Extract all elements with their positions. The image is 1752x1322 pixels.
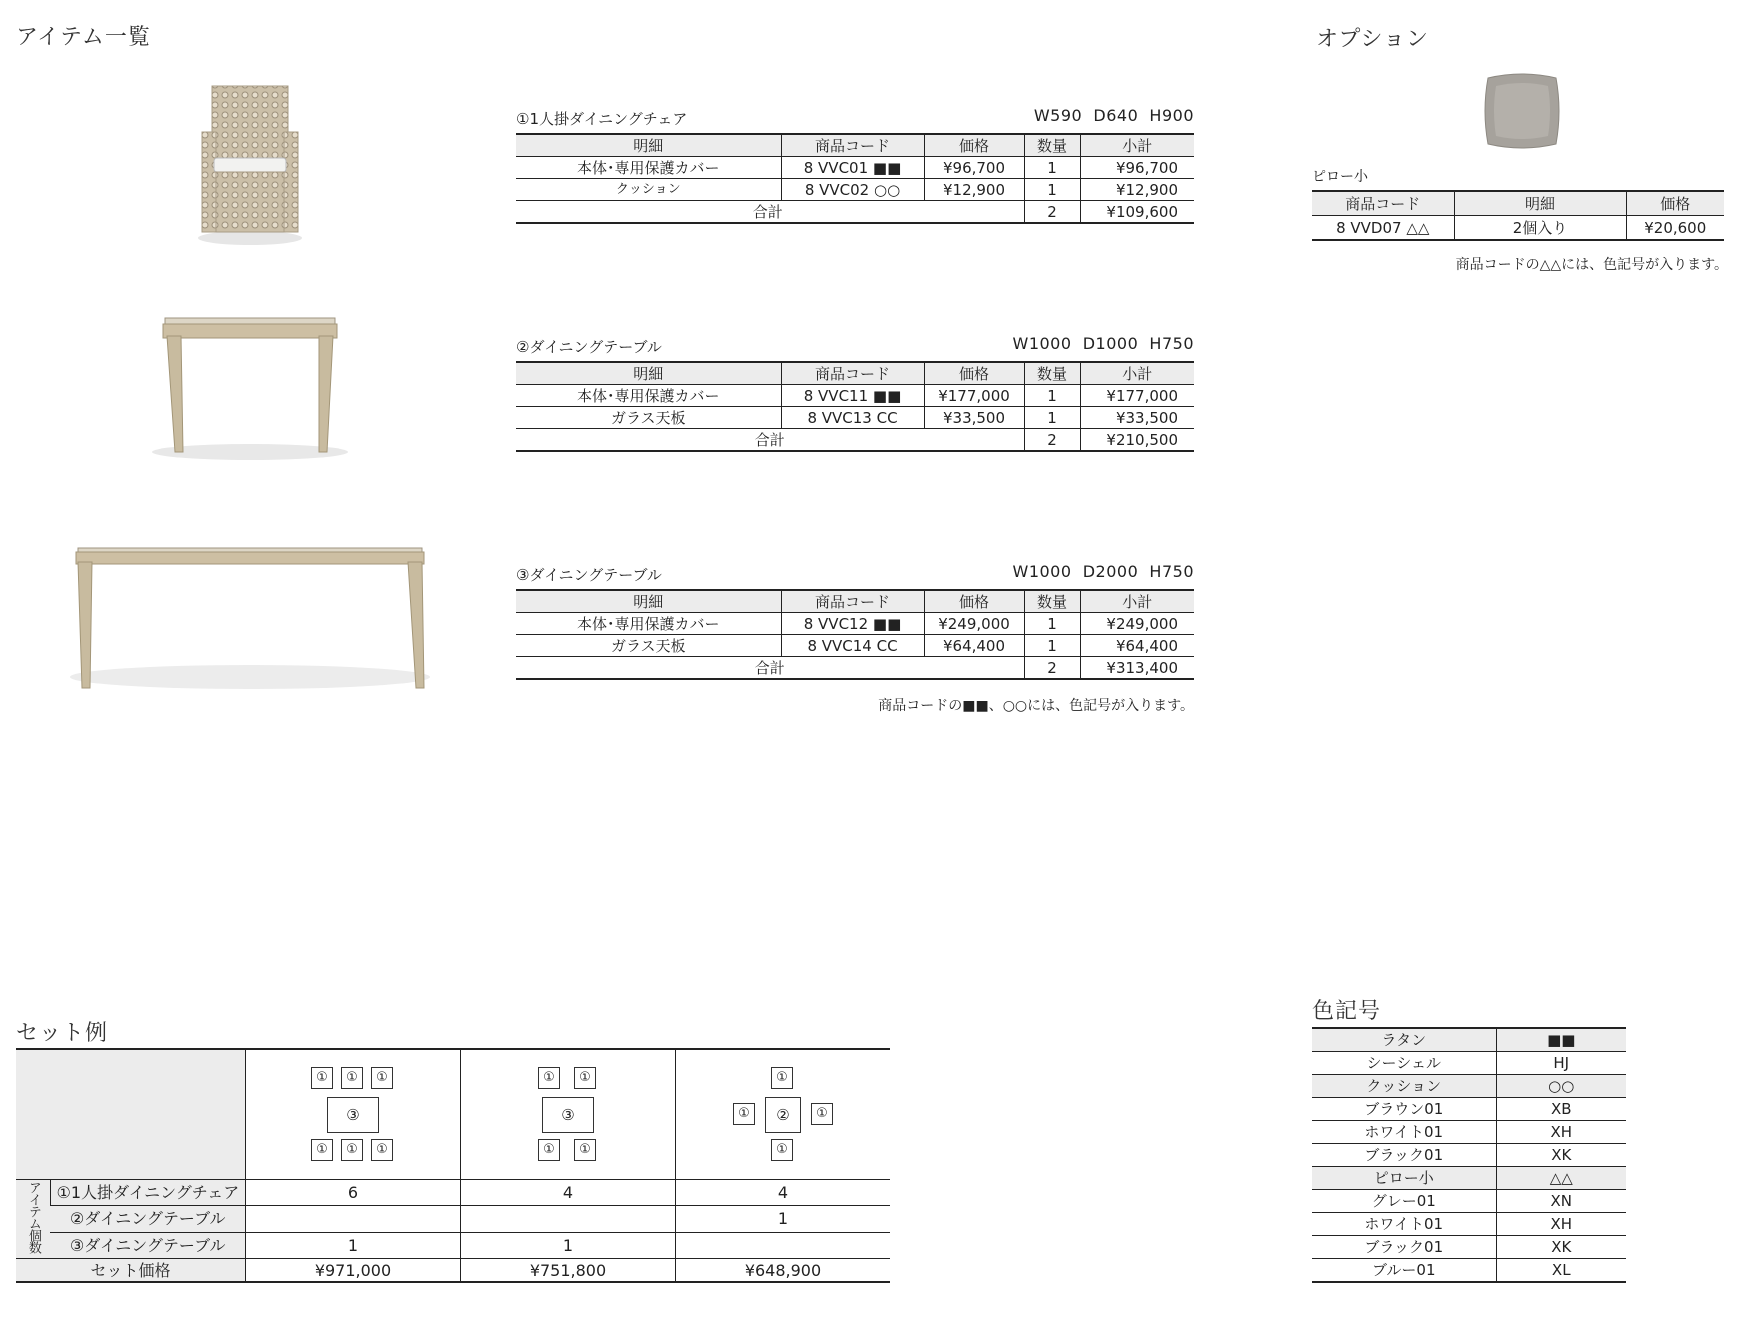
header-code: 商品コード <box>781 362 924 385</box>
header-price: 価格 <box>1626 191 1724 216</box>
cell-code: 8 VVC12 ■■ <box>781 613 924 635</box>
cell-detail: ガラス天板 <box>516 407 781 429</box>
color-name: ブラック01 <box>1312 1144 1496 1167</box>
cell-code: 8 VVC01 ■■ <box>781 157 924 179</box>
chair-mark: ① <box>311 1067 333 1089</box>
total-qty: 2 <box>1024 429 1080 452</box>
total-row <box>516 429 1194 452</box>
cell-qty: 1 <box>1024 407 1080 429</box>
table-row <box>516 635 1194 657</box>
color-code: XN <box>1496 1190 1626 1213</box>
color-row <box>1312 1190 1626 1213</box>
set-cell: 1 <box>675 1206 890 1232</box>
total-qty: 2 <box>1024 657 1080 680</box>
header-subtotal: 小計 <box>1080 134 1194 157</box>
total-label: 合計 <box>516 657 1024 680</box>
option-table <box>1312 190 1724 241</box>
color-name: ブラウン01 <box>1312 1098 1496 1121</box>
set-row-label: ③ダイニングテーブル <box>50 1232 245 1258</box>
product-2-dims: W1000 D1000 H750 <box>1012 334 1194 353</box>
color-name: ブルー01 <box>1312 1259 1496 1283</box>
cell-qty: 1 <box>1024 385 1080 407</box>
total-label: 合計 <box>516 429 1024 452</box>
set-cell: 1 <box>460 1232 675 1258</box>
product-3-table <box>516 589 1194 680</box>
cell-qty: 1 <box>1024 635 1080 657</box>
set-cell <box>675 1232 890 1258</box>
cell-subtotal: ¥177,000 <box>1080 385 1194 407</box>
total-qty: 2 <box>1024 201 1080 224</box>
table2-mark: ② <box>765 1097 801 1133</box>
color-row <box>1312 1213 1626 1236</box>
product-1-table <box>516 133 1194 224</box>
header-qty: 数量 <box>1024 590 1080 613</box>
color-name: クッション <box>1312 1075 1496 1098</box>
color-code: XK <box>1496 1236 1626 1259</box>
total-subtotal: ¥313,400 <box>1080 657 1194 680</box>
cell-price: ¥12,900 <box>924 179 1024 201</box>
total-label: 合計 <box>516 201 1024 224</box>
chair-mark: ① <box>771 1067 793 1089</box>
set-price: ¥971,000 <box>245 1259 460 1283</box>
color-code: HJ <box>1496 1052 1626 1075</box>
total-row <box>516 201 1194 224</box>
option-heading: オプション <box>1316 27 1430 52</box>
set-layout-2 <box>460 1049 675 1180</box>
cell-detail: 2個入り <box>1454 216 1626 241</box>
cell-code: 8 VVD07 △△ <box>1312 216 1454 241</box>
color-name: ラタン <box>1312 1028 1496 1052</box>
set-cell: 1 <box>245 1232 460 1258</box>
color-name: ピロー小 <box>1312 1167 1496 1190</box>
color-name: ホワイト01 <box>1312 1213 1496 1236</box>
cell-subtotal: ¥64,400 <box>1080 635 1194 657</box>
table-row <box>16 1206 890 1232</box>
table-row <box>516 407 1194 429</box>
chair-mark: ① <box>311 1139 333 1161</box>
table-square-image <box>145 314 355 464</box>
color-code: XH <box>1496 1121 1626 1144</box>
cell-subtotal: ¥33,500 <box>1080 407 1194 429</box>
items-heading: アイテム一覧 <box>16 25 151 50</box>
header-qty: 数量 <box>1024 134 1080 157</box>
color-row <box>1312 1098 1626 1121</box>
header-subtotal: 小計 <box>1080 590 1194 613</box>
color-group-row <box>1312 1075 1626 1098</box>
set-layout-3 <box>675 1049 890 1180</box>
table-row <box>16 1232 890 1258</box>
option-note: 商品コードの△△には、色記号が入ります。 <box>1455 257 1728 273</box>
set-header-blank <box>16 1049 245 1180</box>
set-price-label: セット価格 <box>16 1259 245 1283</box>
chair-mark: ① <box>371 1067 393 1089</box>
set-price: ¥751,800 <box>460 1259 675 1283</box>
set-cell: 4 <box>460 1180 675 1206</box>
total-row <box>516 657 1194 680</box>
cell-qty: 1 <box>1024 613 1080 635</box>
set-price: ¥648,900 <box>675 1259 890 1283</box>
color-row <box>1312 1236 1626 1259</box>
cell-subtotal: ¥12,900 <box>1080 179 1194 201</box>
color-row <box>1312 1144 1626 1167</box>
cell-qty: 1 <box>1024 157 1080 179</box>
color-heading: 色記号 <box>1312 999 1382 1024</box>
header-price: 価格 <box>924 362 1024 385</box>
set-cell: 4 <box>675 1180 890 1206</box>
table3-mark: ③ <box>542 1097 594 1133</box>
table-row <box>516 157 1194 179</box>
product-note: 商品コードの■■、○○には、色記号が入ります。 <box>878 698 1194 714</box>
set-cell <box>245 1206 460 1232</box>
chair-mark: ① <box>341 1067 363 1089</box>
set-layout-1 <box>245 1049 460 1180</box>
chair-mark: ① <box>371 1139 393 1161</box>
chair-mark: ① <box>538 1139 560 1161</box>
cell-price: ¥96,700 <box>924 157 1024 179</box>
cell-price: ¥177,000 <box>924 385 1024 407</box>
color-name: シーシェル <box>1312 1052 1496 1075</box>
chair-image <box>190 80 310 250</box>
total-subtotal: ¥109,600 <box>1080 201 1194 224</box>
chair-mark: ① <box>574 1139 596 1161</box>
header-qty: 数量 <box>1024 362 1080 385</box>
color-code: ■■ <box>1496 1028 1626 1052</box>
color-code: XH <box>1496 1213 1626 1236</box>
header-price: 価格 <box>924 590 1024 613</box>
color-table <box>1312 1027 1626 1283</box>
chair-mark: ① <box>811 1103 833 1125</box>
cell-price: ¥64,400 <box>924 635 1024 657</box>
chair-mark: ① <box>771 1139 793 1161</box>
chair-mark: ① <box>538 1067 560 1089</box>
cell-code: 8 VVC02 ○○ <box>781 179 924 201</box>
cell-code: 8 VVC11 ■■ <box>781 385 924 407</box>
color-code: XK <box>1496 1144 1626 1167</box>
chair-mark: ① <box>574 1067 596 1089</box>
cell-subtotal: ¥96,700 <box>1080 157 1194 179</box>
color-name: ホワイト01 <box>1312 1121 1496 1144</box>
color-group-row <box>1312 1167 1626 1190</box>
table-long-image <box>60 542 440 712</box>
cell-detail: 本体･専用保護カバー <box>516 157 781 179</box>
table-row <box>16 1180 890 1206</box>
table3-mark: ③ <box>327 1097 379 1133</box>
cell-price: ¥33,500 <box>924 407 1024 429</box>
set-cell: 6 <box>245 1180 460 1206</box>
cell-code: 8 VVC13 CC <box>781 407 924 429</box>
option-name: ピロー小 <box>1312 169 1368 185</box>
header-detail: 明細 <box>516 134 781 157</box>
cell-qty: 1 <box>1024 179 1080 201</box>
color-group-row <box>1312 1028 1626 1052</box>
table-row <box>516 385 1194 407</box>
color-row <box>1312 1052 1626 1075</box>
color-name: ブラック01 <box>1312 1236 1496 1259</box>
color-code: △△ <box>1496 1167 1626 1190</box>
cell-detail: ガラス天板 <box>516 635 781 657</box>
pillow-image <box>1482 70 1562 152</box>
set-cell <box>460 1206 675 1232</box>
set-heading: セット例 <box>16 1021 109 1046</box>
product-3-dims: W1000 D2000 H750 <box>1012 562 1194 581</box>
cell-price: ¥20,600 <box>1626 216 1724 241</box>
set-side-label <box>16 1180 50 1259</box>
set-row-label: ②ダイニングテーブル <box>50 1206 245 1232</box>
color-name: グレー01 <box>1312 1190 1496 1213</box>
product-3-title: ③ダイニングテーブル <box>516 566 662 584</box>
color-code: ○○ <box>1496 1075 1626 1098</box>
table-row <box>516 613 1194 635</box>
header-code: 商品コード <box>781 590 924 613</box>
header-detail: 明細 <box>516 590 781 613</box>
total-subtotal: ¥210,500 <box>1080 429 1194 452</box>
header-detail: 明細 <box>1454 191 1626 216</box>
product-1-dims: W590 D640 H900 <box>1033 106 1194 125</box>
color-row <box>1312 1121 1626 1144</box>
header-subtotal: 小計 <box>1080 362 1194 385</box>
table-row <box>516 179 1194 201</box>
chair-mark: ① <box>341 1139 363 1161</box>
table-row <box>1312 216 1724 241</box>
cell-detail: 本体･専用保護カバー <box>516 613 781 635</box>
cell-subtotal: ¥249,000 <box>1080 613 1194 635</box>
set-side-label-text: アイテム個数 <box>25 1181 41 1253</box>
header-code: 商品コード <box>1312 191 1454 216</box>
product-2-title: ②ダイニングテーブル <box>516 338 662 356</box>
header-detail: 明細 <box>516 362 781 385</box>
product-2-table <box>516 361 1194 452</box>
set-table <box>16 1048 890 1283</box>
cell-price: ¥249,000 <box>924 613 1024 635</box>
cell-detail: クッション <box>516 179 781 201</box>
cell-detail: 本体･専用保護カバー <box>516 385 781 407</box>
product-1-title: ①1人掛ダイニングチェア <box>516 110 688 128</box>
header-price: 価格 <box>924 134 1024 157</box>
header-code: 商品コード <box>781 134 924 157</box>
color-code: XB <box>1496 1098 1626 1121</box>
set-price-row <box>16 1259 890 1283</box>
color-row <box>1312 1259 1626 1283</box>
color-code: XL <box>1496 1259 1626 1283</box>
chair-mark: ① <box>733 1103 755 1125</box>
set-row-label: ①1人掛ダイニングチェア <box>50 1180 245 1206</box>
cell-code: 8 VVC14 CC <box>781 635 924 657</box>
